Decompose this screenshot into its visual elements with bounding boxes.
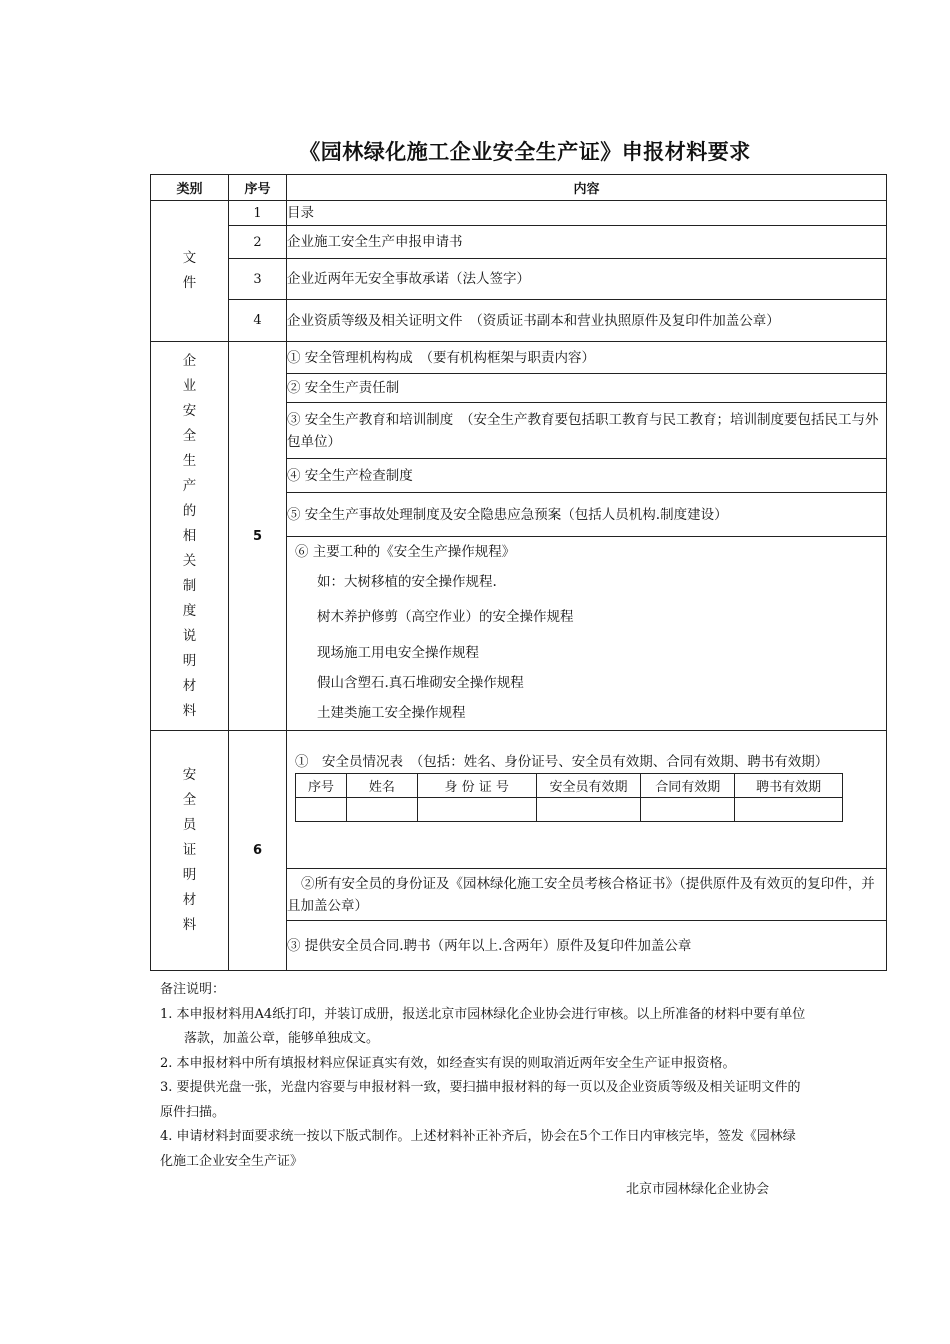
table-row <box>296 798 843 822</box>
inner-cell <box>346 798 417 822</box>
inner-header: 合同有效期 <box>641 774 735 798</box>
row-seq: 3 <box>229 259 287 300</box>
inner-cell <box>536 798 641 822</box>
note-line: 3. 要提供光盘一张，光盘内容要与申报材料一致，要扫描申报材料的每一页以及企业资质等级及相关证明文件的 <box>160 1080 801 1095</box>
list-item: 假山含塑石.真石堆砌安全操作规程 <box>317 675 524 691</box>
list-item: 树木养护修剪（高空作业）的安全操作规程 <box>317 609 574 625</box>
note-line: 化施工企业安全生产证》 <box>160 1153 304 1169</box>
table-header-row <box>151 175 887 201</box>
page-title: 《园林绿化施工企业安全生产证》申报材料要求 <box>299 140 751 164</box>
inner-header: 序号 <box>296 774 347 798</box>
row-seq: 4 <box>229 300 287 342</box>
row-content: 企业近两年无安全事故承诺（法人签字） <box>287 259 887 300</box>
header-seq: 序号 <box>229 175 287 201</box>
row-content: ③ 提供安全员合同.聘书（两年以上.含两年）原件及复印件加盖公章 <box>287 921 887 971</box>
inner-header: 聘书有效期 <box>735 774 843 798</box>
table-row <box>151 226 887 259</box>
table-row <box>151 300 887 342</box>
category-documents: 文 件 <box>151 201 229 342</box>
inner-cell <box>417 798 536 822</box>
inner-cell <box>641 798 735 822</box>
header-category: 类别 <box>151 175 229 201</box>
note-line: 原件扫描。 <box>160 1104 226 1120</box>
inner-header: 安全员有效期 <box>536 774 641 798</box>
note-line: 1. 本申报材料用A4纸打印，并装订成册，报送北京市园林绿化企业协会进行审核。以上所准备的材料中要有单位 <box>160 1006 806 1022</box>
note-line: 4. 申请材料封面要求统一按以下版式制作。上述材料补正补齐后，协会在5个工作日内审核完毕，签发《园林绿 <box>160 1129 796 1144</box>
note-line: 2. 本申报材料中所有填报材料应保证真实有效，如经查实有误的则取消近两年安全生产证申报资格。 <box>160 1055 736 1071</box>
list-item: 土建类施工安全操作规程 <box>317 705 466 721</box>
list-item: 如：大树移植的安全操作规程. <box>317 574 497 590</box>
table-row <box>151 342 887 374</box>
row-content: ②所有安全员的身份证及《园林绿化施工安全员考核合格证书》（提供原件及有效页的复印件，并且加盖公章） <box>287 869 887 921</box>
notes-section <box>160 978 882 1174</box>
row-content: ③ 安全生产教育和培训制度 （安全生产教育要包括职工教育与民工教育；培训制度要包括民工与外包单位） <box>287 403 887 459</box>
row-content: ① 安全员情况表 （包括：姓名、身份证号、安全员有效期、合同有效期、聘书有效期） 序号 姓名 身 份 证 号 安全员有效期 合同有效期 聘书有效期 <box>287 731 887 869</box>
table-row <box>296 774 843 798</box>
signature: 北京市园林绿化企业协会 <box>626 1182 770 1197</box>
row-seq: 6 <box>229 731 287 971</box>
row-seq: 1 <box>229 201 287 226</box>
inner-header: 姓名 <box>346 774 417 798</box>
table-row <box>151 259 887 300</box>
inner-cell <box>296 798 347 822</box>
category-safety-systems: 企 业 安 全 生 产 的 相 关 制 度 说 明 材 料 <box>151 342 229 731</box>
table-row <box>151 201 887 226</box>
inner-cell <box>735 798 843 822</box>
row-content: 企业资质等级及相关证明文件 （资质证书副本和营业执照原件及复印件加盖公章） <box>287 300 887 342</box>
requirements-table <box>150 174 887 971</box>
row-content: ① 安全管理机构构成 （要有机构框架与职责内容） <box>287 342 887 374</box>
table-row <box>151 731 887 869</box>
category-safety-officers: 安 全 员 证 明 材 料 <box>151 731 229 971</box>
row-content: ④ 安全生产检查制度 <box>287 459 887 493</box>
inner-header: 身 份 证 号 <box>417 774 536 798</box>
row-content: 目录 <box>287 201 887 226</box>
row-content: 企业施工安全生产申报申请书 <box>287 226 887 259</box>
notes-heading: 备注说明： <box>160 982 226 997</box>
row-content: ⑤ 安全生产事故处理制度及安全隐患应急预案（包括人员机构.制度建设） <box>287 493 887 537</box>
header-content: 内容 <box>287 175 887 201</box>
row-content: ② 安全生产责任制 <box>287 374 887 403</box>
row-seq: 2 <box>229 226 287 259</box>
note-line: 落款，加盖公章，能够单独成文。 <box>184 1031 380 1046</box>
list-item: 现场施工用电安全操作规程 <box>317 645 479 661</box>
row-content: ⑥ 主要工种的《安全生产操作规程》 如：大树移植的安全操作规程. 树木养护修剪（高空作业）的安全操作规程 现场施工用电安全操作规程 假山含塑石.真石堆砌安全操作规程 土建类施工安全操作规程 <box>287 537 887 731</box>
row-seq: 5 <box>229 342 287 731</box>
safety-officer-table <box>295 773 843 822</box>
